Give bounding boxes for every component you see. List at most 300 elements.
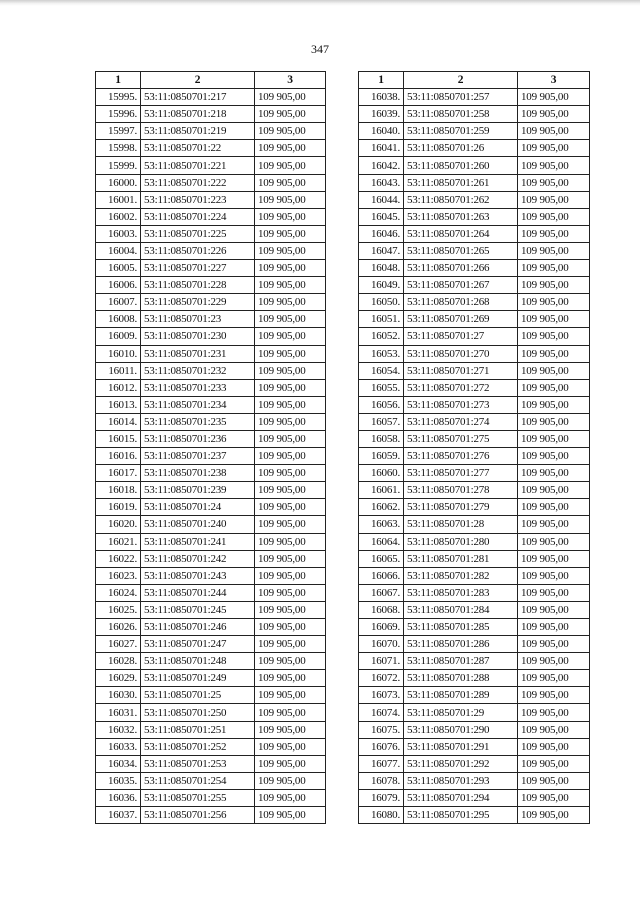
cadastral-number: 53:11:0850701:228 — [141, 277, 255, 294]
cadastral-number: 53:11:0850701:293 — [404, 772, 518, 789]
cadastral-number: 53:11:0850701:24 — [141, 499, 255, 516]
value-amount: 109 905,00 — [255, 379, 326, 396]
row-number: 16038. — [359, 89, 404, 106]
row-number: 16070. — [359, 636, 404, 653]
value-amount: 109 905,00 — [255, 465, 326, 482]
cadastral-number: 53:11:0850701:278 — [404, 482, 518, 499]
table-row — [96, 499, 326, 516]
value-amount: 109 905,00 — [255, 670, 326, 687]
cadastral-number: 53:11:0850701:295 — [404, 807, 518, 824]
registry-table-right — [358, 71, 590, 824]
value-amount: 109 905,00 — [518, 721, 590, 738]
table-row — [359, 465, 590, 482]
table-row — [96, 704, 326, 721]
row-number: 16032. — [96, 721, 141, 738]
value-amount: 109 905,00 — [255, 499, 326, 516]
table-row — [359, 601, 590, 618]
cadastral-number: 53:11:0850701:279 — [404, 499, 518, 516]
cadastral-number: 53:11:0850701:236 — [141, 430, 255, 447]
table-header-row — [359, 72, 590, 89]
row-number: 16044. — [359, 191, 404, 208]
table-row — [96, 619, 326, 636]
cadastral-number: 53:11:0850701:235 — [141, 413, 255, 430]
table-row — [96, 448, 326, 465]
cadastral-number: 53:11:0850701:270 — [404, 345, 518, 362]
row-number: 16024. — [96, 584, 141, 601]
cadastral-number: 53:11:0850701:22 — [141, 140, 255, 157]
value-amount: 109 905,00 — [255, 601, 326, 618]
row-number: 16028. — [96, 653, 141, 670]
cadastral-number: 53:11:0850701:276 — [404, 448, 518, 465]
row-number: 16036. — [96, 789, 141, 806]
cadastral-number: 53:11:0850701:291 — [404, 738, 518, 755]
value-amount: 109 905,00 — [518, 208, 590, 225]
value-amount: 109 905,00 — [255, 721, 326, 738]
cadastral-number: 53:11:0850701:27 — [404, 328, 518, 345]
value-amount: 109 905,00 — [255, 567, 326, 584]
row-number: 16000. — [96, 174, 141, 191]
cadastral-number: 53:11:0850701:292 — [404, 755, 518, 772]
cadastral-number: 53:11:0850701:287 — [404, 653, 518, 670]
cadastral-number: 53:11:0850701:294 — [404, 789, 518, 806]
value-amount: 109 905,00 — [255, 191, 326, 208]
value-amount: 109 905,00 — [518, 670, 590, 687]
cadastral-number: 53:11:0850701:232 — [141, 362, 255, 379]
table-row — [359, 499, 590, 516]
cadastral-number: 53:11:0850701:226 — [141, 242, 255, 259]
table-header-row — [96, 72, 326, 89]
cadastral-number: 53:11:0850701:274 — [404, 413, 518, 430]
value-amount: 109 905,00 — [518, 499, 590, 516]
table-row — [96, 567, 326, 584]
row-number: 16057. — [359, 413, 404, 430]
table-row — [359, 619, 590, 636]
table-row — [96, 106, 326, 123]
cadastral-number: 53:11:0850701:23 — [141, 311, 255, 328]
row-number: 16078. — [359, 772, 404, 789]
cadastral-number: 53:11:0850701:223 — [141, 191, 255, 208]
value-amount: 109 905,00 — [255, 772, 326, 789]
table-row — [96, 208, 326, 225]
table-row — [359, 379, 590, 396]
cadastral-number: 53:11:0850701:280 — [404, 533, 518, 550]
cadastral-number: 53:11:0850701:249 — [141, 670, 255, 687]
table-row — [359, 191, 590, 208]
table-row — [96, 413, 326, 430]
table-row — [96, 396, 326, 413]
table-row — [96, 533, 326, 550]
value-amount: 109 905,00 — [518, 567, 590, 584]
value-amount: 109 905,00 — [518, 772, 590, 789]
cadastral-number: 53:11:0850701:277 — [404, 465, 518, 482]
value-amount: 109 905,00 — [518, 516, 590, 533]
value-amount: 109 905,00 — [518, 379, 590, 396]
value-amount: 109 905,00 — [255, 106, 326, 123]
row-number: 16010. — [96, 345, 141, 362]
cadastral-number: 53:11:0850701:290 — [404, 721, 518, 738]
cadastral-number: 53:11:0850701:248 — [141, 653, 255, 670]
row-number: 16053. — [359, 345, 404, 362]
table-row — [96, 345, 326, 362]
value-amount: 109 905,00 — [255, 789, 326, 806]
row-number: 16037. — [96, 807, 141, 824]
table-row — [96, 465, 326, 482]
value-amount: 109 905,00 — [255, 396, 326, 413]
value-amount: 109 905,00 — [255, 636, 326, 653]
cadastral-number: 53:11:0850701:255 — [141, 789, 255, 806]
table-row — [359, 328, 590, 345]
row-number: 16061. — [359, 482, 404, 499]
cadastral-number: 53:11:0850701:267 — [404, 277, 518, 294]
row-number: 16076. — [359, 738, 404, 755]
cadastral-number: 53:11:0850701:219 — [141, 123, 255, 140]
table-row — [96, 328, 326, 345]
row-number: 16051. — [359, 311, 404, 328]
table-row — [96, 807, 326, 824]
row-number: 16030. — [96, 687, 141, 704]
table-row — [96, 157, 326, 174]
table-row — [359, 430, 590, 447]
row-number: 15995. — [96, 89, 141, 106]
cadastral-number: 53:11:0850701:224 — [141, 208, 255, 225]
cadastral-number: 53:11:0850701:240 — [141, 516, 255, 533]
table-row — [359, 533, 590, 550]
value-amount: 109 905,00 — [255, 123, 326, 140]
header-col-3: 3 — [518, 72, 590, 89]
cadastral-number: 53:11:0850701:246 — [141, 619, 255, 636]
table-row — [96, 430, 326, 447]
row-number: 16016. — [96, 448, 141, 465]
table-row — [359, 413, 590, 430]
cadastral-number: 53:11:0850701:253 — [141, 755, 255, 772]
row-number: 16067. — [359, 584, 404, 601]
row-number: 16064. — [359, 533, 404, 550]
table-row — [96, 670, 326, 687]
value-amount: 109 905,00 — [518, 465, 590, 482]
table-row — [96, 687, 326, 704]
row-number: 16048. — [359, 260, 404, 277]
cadastral-number: 53:11:0850701:238 — [141, 465, 255, 482]
cadastral-number: 53:11:0850701:275 — [404, 430, 518, 447]
value-amount: 109 905,00 — [255, 755, 326, 772]
cadastral-number: 53:11:0850701:243 — [141, 567, 255, 584]
row-number: 16018. — [96, 482, 141, 499]
table-row — [359, 636, 590, 653]
row-number: 16052. — [359, 328, 404, 345]
value-amount: 109 905,00 — [518, 653, 590, 670]
cadastral-number: 53:11:0850701:281 — [404, 550, 518, 567]
cadastral-number: 53:11:0850701:250 — [141, 704, 255, 721]
header-col-2: 2 — [141, 72, 255, 89]
table-row — [359, 738, 590, 755]
table-row — [359, 653, 590, 670]
table-row — [96, 174, 326, 191]
value-amount: 109 905,00 — [518, 738, 590, 755]
row-number: 16063. — [359, 516, 404, 533]
row-number: 16009. — [96, 328, 141, 345]
table-row — [359, 721, 590, 738]
row-number: 16002. — [96, 208, 141, 225]
table-row — [359, 106, 590, 123]
cadastral-number: 53:11:0850701:237 — [141, 448, 255, 465]
row-number: 16074. — [359, 704, 404, 721]
value-amount: 109 905,00 — [518, 636, 590, 653]
cadastral-number: 53:11:0850701:257 — [404, 89, 518, 106]
row-number: 16065. — [359, 550, 404, 567]
cadastral-number: 53:11:0850701:25 — [141, 687, 255, 704]
row-number: 16033. — [96, 738, 141, 755]
value-amount: 109 905,00 — [255, 653, 326, 670]
row-number: 16055. — [359, 379, 404, 396]
cadastral-number: 53:11:0850701:284 — [404, 601, 518, 618]
cadastral-number: 53:11:0850701:244 — [141, 584, 255, 601]
row-number: 16021. — [96, 533, 141, 550]
table-row — [96, 636, 326, 653]
row-number: 16012. — [96, 379, 141, 396]
value-amount: 109 905,00 — [518, 362, 590, 379]
cadastral-number: 53:11:0850701:254 — [141, 772, 255, 789]
value-amount: 109 905,00 — [518, 191, 590, 208]
row-number: 16008. — [96, 311, 141, 328]
cadastral-number: 53:11:0850701:283 — [404, 584, 518, 601]
cadastral-number: 53:11:0850701:230 — [141, 328, 255, 345]
row-number: 16050. — [359, 294, 404, 311]
cadastral-number: 53:11:0850701:28 — [404, 516, 518, 533]
value-amount: 109 905,00 — [518, 174, 590, 191]
value-amount: 109 905,00 — [518, 430, 590, 447]
table-row — [359, 123, 590, 140]
table-row — [96, 311, 326, 328]
table-row — [359, 345, 590, 362]
cadastral-number: 53:11:0850701:221 — [141, 157, 255, 174]
value-amount: 109 905,00 — [518, 584, 590, 601]
row-number: 16041. — [359, 140, 404, 157]
value-amount: 109 905,00 — [518, 345, 590, 362]
row-number: 16020. — [96, 516, 141, 533]
cadastral-number: 53:11:0850701:258 — [404, 106, 518, 123]
table-row — [359, 311, 590, 328]
row-number: 16027. — [96, 636, 141, 653]
cadastral-number: 53:11:0850701:272 — [404, 379, 518, 396]
row-number: 16054. — [359, 362, 404, 379]
value-amount: 109 905,00 — [255, 704, 326, 721]
cadastral-number: 53:11:0850701:262 — [404, 191, 518, 208]
value-amount: 109 905,00 — [255, 89, 326, 106]
cadastral-number: 53:11:0850701:259 — [404, 123, 518, 140]
table-row — [96, 516, 326, 533]
row-number: 16007. — [96, 294, 141, 311]
row-number: 16049. — [359, 277, 404, 294]
page-number: 347 — [311, 42, 329, 56]
table-row — [96, 755, 326, 772]
table-row — [359, 670, 590, 687]
table-row — [96, 379, 326, 396]
table-row — [96, 277, 326, 294]
cadastral-number: 53:11:0850701:245 — [141, 601, 255, 618]
cadastral-number: 53:11:0850701:26 — [404, 140, 518, 157]
row-number: 16029. — [96, 670, 141, 687]
table-row — [359, 242, 590, 259]
row-number: 16072. — [359, 670, 404, 687]
cadastral-number: 53:11:0850701:263 — [404, 208, 518, 225]
value-amount: 109 905,00 — [518, 225, 590, 242]
row-number: 15996. — [96, 106, 141, 123]
value-amount: 109 905,00 — [255, 140, 326, 157]
row-number: 15997. — [96, 123, 141, 140]
cadastral-number: 53:11:0850701:229 — [141, 294, 255, 311]
value-amount: 109 905,00 — [255, 260, 326, 277]
table-row — [359, 89, 590, 106]
scan-edge — [0, 0, 640, 6]
header-col-1: 1 — [96, 72, 141, 89]
cadastral-number: 53:11:0850701:242 — [141, 550, 255, 567]
row-number: 16071. — [359, 653, 404, 670]
table-row — [359, 482, 590, 499]
value-amount: 109 905,00 — [255, 807, 326, 824]
row-number: 16079. — [359, 789, 404, 806]
row-number: 16042. — [359, 157, 404, 174]
table-row — [96, 653, 326, 670]
row-number: 16019. — [96, 499, 141, 516]
table-row — [96, 721, 326, 738]
row-number: 16068. — [359, 601, 404, 618]
cadastral-number: 53:11:0850701:29 — [404, 704, 518, 721]
cadastral-number: 53:11:0850701:239 — [141, 482, 255, 499]
value-amount: 109 905,00 — [255, 345, 326, 362]
table-row — [96, 294, 326, 311]
table-row — [359, 687, 590, 704]
cadastral-number: 53:11:0850701:266 — [404, 260, 518, 277]
table-row — [359, 567, 590, 584]
table-row — [96, 260, 326, 277]
row-number: 16006. — [96, 277, 141, 294]
row-number: 16022. — [96, 550, 141, 567]
row-number: 16069. — [359, 619, 404, 636]
table-row — [359, 277, 590, 294]
table-row — [96, 601, 326, 618]
value-amount: 109 905,00 — [255, 277, 326, 294]
table-row — [359, 516, 590, 533]
value-amount: 109 905,00 — [255, 413, 326, 430]
row-number: 16004. — [96, 242, 141, 259]
value-amount: 109 905,00 — [518, 413, 590, 430]
value-amount: 109 905,00 — [255, 738, 326, 755]
row-number: 16046. — [359, 225, 404, 242]
row-number: 15998. — [96, 140, 141, 157]
value-amount: 109 905,00 — [255, 174, 326, 191]
row-number: 16014. — [96, 413, 141, 430]
row-number: 16005. — [96, 260, 141, 277]
value-amount: 109 905,00 — [518, 140, 590, 157]
value-amount: 109 905,00 — [255, 619, 326, 636]
value-amount: 109 905,00 — [255, 533, 326, 550]
table-row — [359, 772, 590, 789]
table-row — [359, 157, 590, 174]
cadastral-number: 53:11:0850701:273 — [404, 396, 518, 413]
value-amount: 109 905,00 — [255, 208, 326, 225]
cadastral-number: 53:11:0850701:233 — [141, 379, 255, 396]
row-number: 16039. — [359, 106, 404, 123]
value-amount: 109 905,00 — [255, 584, 326, 601]
cadastral-number: 53:11:0850701:231 — [141, 345, 255, 362]
table-row — [96, 789, 326, 806]
value-amount: 109 905,00 — [255, 448, 326, 465]
value-amount: 109 905,00 — [518, 396, 590, 413]
value-amount: 109 905,00 — [255, 550, 326, 567]
header-col-3: 3 — [255, 72, 326, 89]
cadastral-number: 53:11:0850701:289 — [404, 687, 518, 704]
row-number: 16075. — [359, 721, 404, 738]
table-row — [359, 140, 590, 157]
value-amount: 109 905,00 — [518, 260, 590, 277]
cadastral-number: 53:11:0850701:218 — [141, 106, 255, 123]
row-number: 16003. — [96, 225, 141, 242]
row-number: 15999. — [96, 157, 141, 174]
row-number: 16035. — [96, 772, 141, 789]
table-row — [359, 704, 590, 721]
value-amount: 109 905,00 — [255, 430, 326, 447]
table-row — [359, 807, 590, 824]
value-amount: 109 905,00 — [255, 294, 326, 311]
value-amount: 109 905,00 — [518, 533, 590, 550]
table-row — [96, 482, 326, 499]
cadastral-number: 53:11:0850701:261 — [404, 174, 518, 191]
row-number: 16017. — [96, 465, 141, 482]
value-amount: 109 905,00 — [255, 482, 326, 499]
row-number: 16060. — [359, 465, 404, 482]
value-amount: 109 905,00 — [518, 277, 590, 294]
row-number: 16080. — [359, 807, 404, 824]
table-row — [96, 362, 326, 379]
table-row — [359, 396, 590, 413]
row-number: 16043. — [359, 174, 404, 191]
row-number: 16047. — [359, 242, 404, 259]
row-number: 16011. — [96, 362, 141, 379]
cadastral-number: 53:11:0850701:264 — [404, 225, 518, 242]
table-row — [359, 208, 590, 225]
header-col-1: 1 — [359, 72, 404, 89]
table-row — [96, 191, 326, 208]
cadastral-number: 53:11:0850701:268 — [404, 294, 518, 311]
table-row — [359, 260, 590, 277]
value-amount: 109 905,00 — [518, 294, 590, 311]
cadastral-number: 53:11:0850701:252 — [141, 738, 255, 755]
table-row — [359, 294, 590, 311]
cadastral-number: 53:11:0850701:256 — [141, 807, 255, 824]
value-amount: 109 905,00 — [518, 687, 590, 704]
row-number: 16056. — [359, 396, 404, 413]
cadastral-number: 53:11:0850701:222 — [141, 174, 255, 191]
value-amount: 109 905,00 — [518, 106, 590, 123]
row-number: 16077. — [359, 755, 404, 772]
table-row — [359, 174, 590, 191]
value-amount: 109 905,00 — [518, 704, 590, 721]
value-amount: 109 905,00 — [518, 755, 590, 772]
value-amount: 109 905,00 — [518, 448, 590, 465]
table-row — [96, 140, 326, 157]
value-amount: 109 905,00 — [518, 157, 590, 174]
row-number: 16025. — [96, 601, 141, 618]
value-amount: 109 905,00 — [255, 311, 326, 328]
table-row — [96, 584, 326, 601]
cadastral-number: 53:11:0850701:282 — [404, 567, 518, 584]
cadastral-number: 53:11:0850701:285 — [404, 619, 518, 636]
value-amount: 109 905,00 — [518, 807, 590, 824]
row-number: 16001. — [96, 191, 141, 208]
table-row — [359, 362, 590, 379]
cadastral-number: 53:11:0850701:241 — [141, 533, 255, 550]
value-amount: 109 905,00 — [255, 516, 326, 533]
